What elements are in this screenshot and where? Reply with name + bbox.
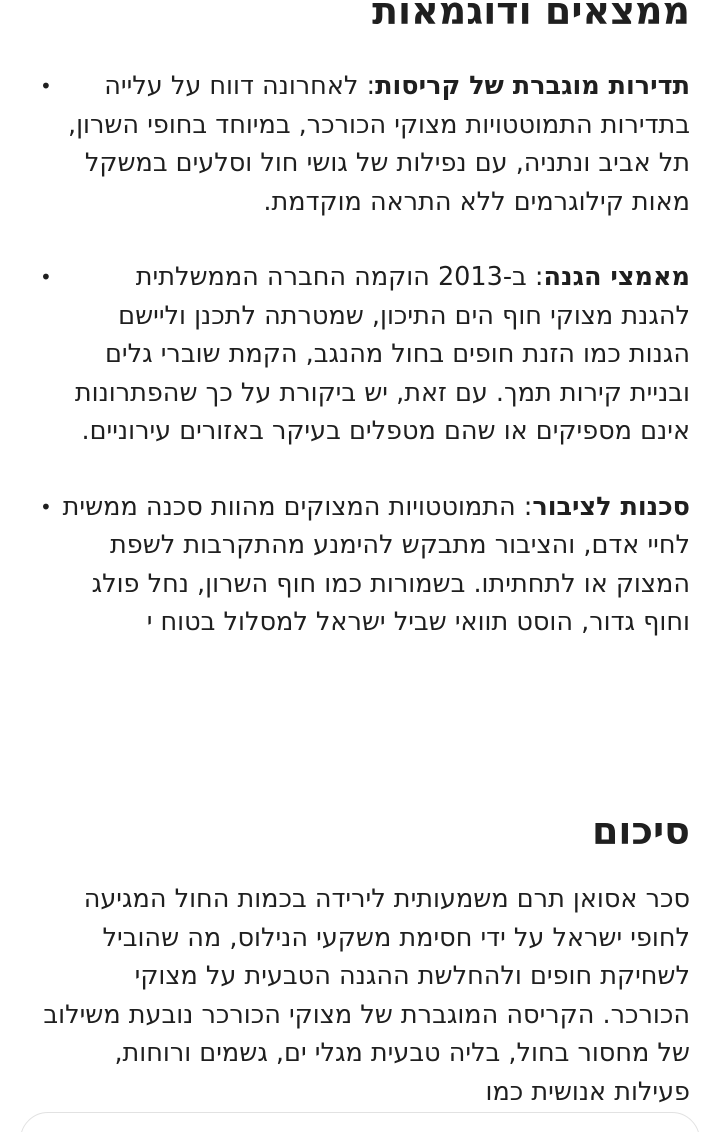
summary-paragraph: סכר אסואן תרם משמעותית לירידה בכמות החול המגיעה לחופי ישראל על ידי חסימת משקעי הנילוס, מה שהוביל לשחיקת חופים ולהחלשת ההגנה הטבעית על מצוקי הכורכר. הקריסה המוגברת של מצוקי הכורכר נובעת משילוב של מחסור בחול, בליה טבעית מגלי ים, גשמים ורוחות, פעילות אנושית כמו xyxy=(43,884,690,1107)
finding-text: : ב-2013 הוקמה החברה הממשלתית להגנת מצוקי חוף הים התיכון, שמטרתה לתכנן וליישם הגנות כמו הזנת חופים בחול מהנגב, הקמת שוברי גלים ובניית קירות תמך. עם זאת, יש ביקורת על כך שהפתרונות אינם מספיקים או שהם מטפלים בעיקר באזורים עירוניים. xyxy=(74,262,690,446)
summary-heading: סיכום xyxy=(591,809,690,853)
bullet-icon: • xyxy=(40,494,52,519)
bullet-icon: • xyxy=(40,74,52,98)
finding-term: תדירות מוגברת של קריסות xyxy=(375,71,690,101)
finding-text: : התמוטטויות המצוקים מהוות סכנה ממשית לחיי אדם, והציבור מתבקש להימנע מהתקרבות לשפת המצוק או לתחתיתו. בשמורות כמו חוף השרון, נחל פולג וחוף גדור, הוסט תוואי שביל ישראל למסלול בטוח י xyxy=(62,491,690,637)
bullet-icon: • xyxy=(40,265,52,289)
chat-input-panel[interactable] xyxy=(20,1112,700,1132)
finding-term: מאמצי הגנה xyxy=(543,262,690,292)
finding-text: : לאחרונה דווח על עלייה בתדירות התמוטטויות מצוקי הכורכר, במיוחד בחופי השרון, תל אביב ונתניה, עם נפילות של גושי חול וסלעים במשקל מאות קילוגרמים ללא התראה מוקדמת. xyxy=(67,71,690,217)
list-item xyxy=(40,488,690,642)
list-item xyxy=(40,258,690,451)
findings-list xyxy=(40,67,690,679)
findings-heading: ממצאים ודוגמאות xyxy=(372,0,690,33)
list-item xyxy=(40,67,690,221)
finding-term: סכנות לציבור xyxy=(532,491,690,522)
